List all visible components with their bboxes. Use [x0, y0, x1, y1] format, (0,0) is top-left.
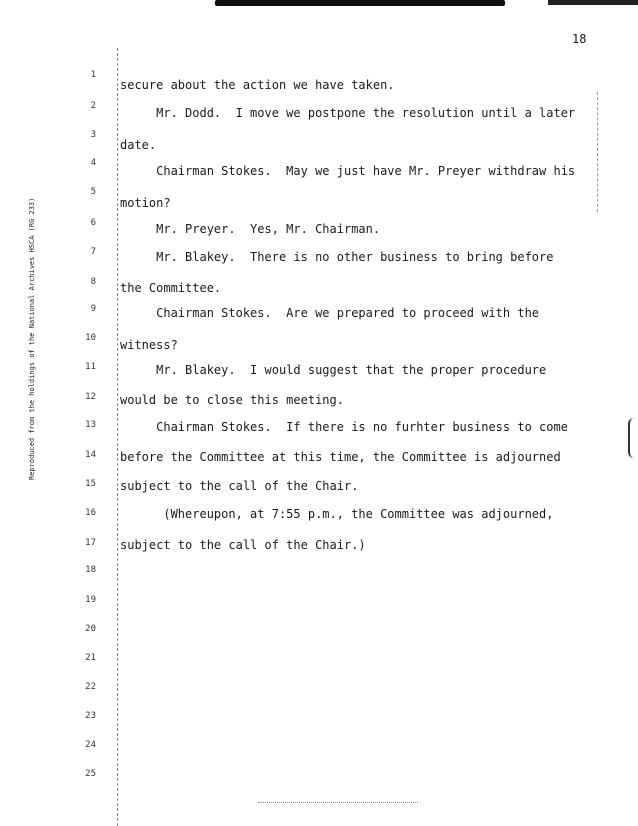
transcript-line: would be to close this meeting.	[120, 393, 344, 407]
line-number: 8	[90, 277, 96, 287]
line-number: 10	[85, 333, 96, 343]
line-number: 7	[90, 247, 96, 257]
line-number: 14	[85, 450, 96, 460]
bottom-scratch	[258, 802, 418, 804]
line-number: 24	[85, 740, 96, 750]
line-number: 13	[85, 420, 96, 430]
transcript-line: Mr. Preyer. Yes, Mr. Chairman.	[120, 222, 381, 236]
line-number: 25	[85, 769, 96, 779]
line-number: 22	[85, 682, 96, 692]
transcript-line: motion?	[120, 196, 171, 210]
line-number: 17	[85, 538, 96, 548]
line-number: 19	[85, 595, 96, 605]
line-number: 23	[85, 711, 96, 721]
line-number: 20	[85, 624, 96, 634]
right-margin-rule	[597, 92, 599, 212]
transcript-line: Chairman Stokes. May we just have Mr. Preyer withdraw his	[120, 164, 576, 178]
line-number: 11	[85, 362, 96, 372]
line-number: 1	[90, 70, 96, 80]
line-number: 5	[90, 187, 96, 197]
transcript-line: subject to the call of the Chair.	[120, 479, 359, 493]
transcript-line: before the Committee at this time, the Committee is adjourned	[120, 450, 561, 464]
transcript-line: Mr. Dodd. I move we postpone the resolution until a later	[120, 106, 576, 120]
line-number: 9	[90, 304, 96, 314]
transcript-line: subject to the call of the Chair.)	[120, 538, 366, 552]
line-number: 16	[85, 508, 96, 518]
transcript-line: date.	[120, 138, 157, 152]
line-number: 4	[90, 158, 96, 168]
transcript-line: Mr. Blakey. I would suggest that the proper procedure	[120, 363, 547, 377]
transcript-line: witness?	[120, 338, 178, 352]
transcript-line: the Committee.	[120, 281, 222, 295]
margin-rule	[117, 48, 119, 826]
transcript-line: secure about the action we have taken.	[120, 78, 395, 92]
archive-side-note: Reproduced from the holdings of the National Archives HSCA (RG 233)	[28, 197, 36, 480]
line-number: 18	[85, 565, 96, 575]
line-number: 15	[85, 479, 96, 489]
top-scan-bar	[215, 0, 505, 6]
transcript-line: Chairman Stokes. If there is no furhter business to come	[120, 420, 568, 434]
transcript-line: Chairman Stokes. Are we prepared to proceed with the	[120, 306, 540, 320]
transcript-line: Mr. Blakey. There is no other business to bring before	[120, 250, 554, 264]
line-number: 6	[90, 218, 96, 228]
line-number: 3	[90, 130, 96, 140]
transcript-line: (Whereupon, at 7:55 p.m., the Committee was adjourned,	[120, 507, 554, 521]
line-number: 2	[90, 101, 96, 111]
line-number: 12	[85, 392, 96, 402]
edge-mark	[628, 418, 636, 458]
top-scan-bar-right	[548, 0, 638, 5]
page-number: 18	[572, 32, 587, 46]
line-number: 21	[85, 653, 96, 663]
